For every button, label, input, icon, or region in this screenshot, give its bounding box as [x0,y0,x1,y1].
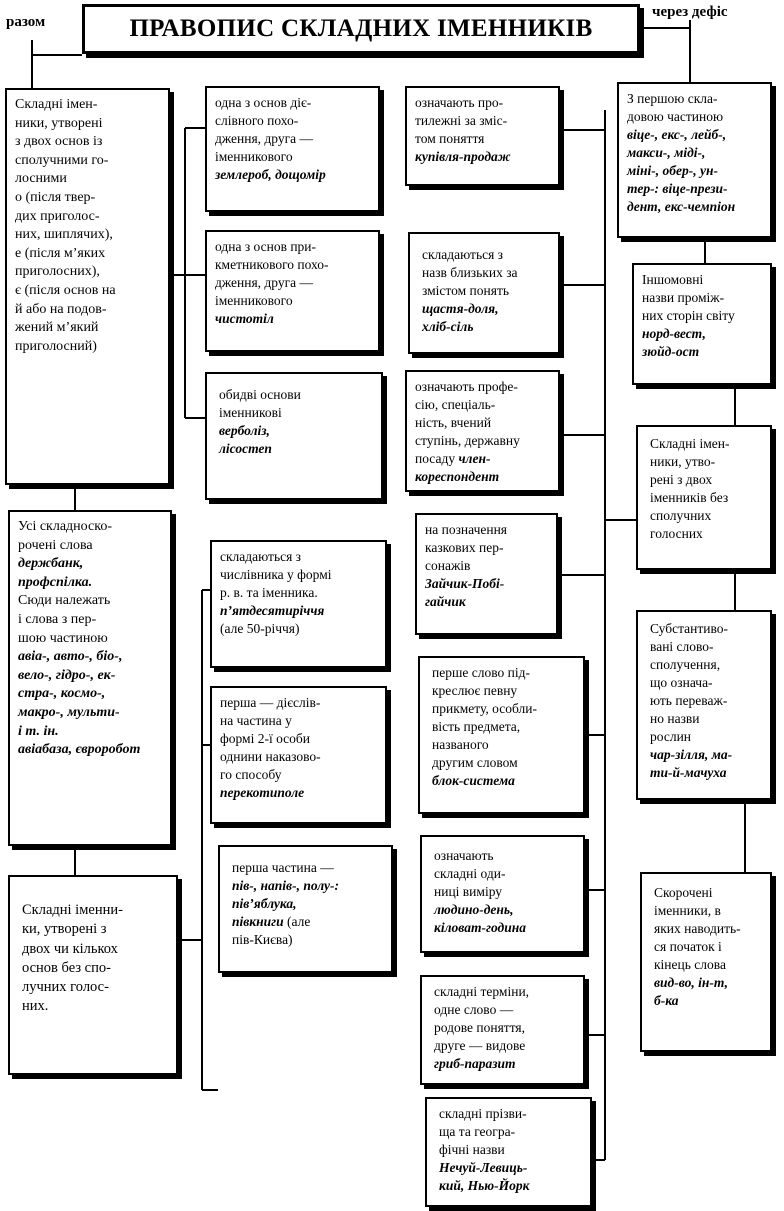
mid-right-box-1 [405,86,560,186]
right-box-2 [632,263,772,385]
box-text: складні терміни, одне слово — родове поняття, друге — видове [434,984,530,1053]
box-example: землероб, дощомір [215,166,326,182]
mid-left-box-2 [205,230,380,352]
box-text: складаються з числівника у формі р. в. та іменника. [220,549,332,600]
page-title: ПРАВОПИС СКЛАДНИХ ІМЕННИКІВ [82,4,640,54]
box-text: Складні іменни- ки, утворені з двох чи кількох основ без спо- лучних голос- них. [22,902,123,1015]
box-example: гриб-паразит [434,1055,516,1071]
box-example: блок-система [432,772,515,788]
box-example: людино-день, кіловат-година [434,901,526,935]
left-box-2 [8,510,172,846]
mid-left-box-1 [205,86,380,212]
mid-right-box-6 [420,835,585,953]
box-example: верболіз, лісостеп [219,422,272,456]
box-example: вид-во, ін-т, б-ка [654,974,729,1008]
box-text: складаються з назв близьких за змістом понять [422,247,518,298]
box-text: на позначення казкових пер- сонажів [425,522,508,573]
label-together: разом [6,14,46,30]
mid-right-box-5 [418,656,585,814]
mid-left-box-6 [218,845,393,973]
mid-left-box-4 [210,540,387,668]
mid-right-box-3 [405,370,560,492]
box-example: Зайчик-Побі- гайчик [425,575,505,609]
box-text: Складні імен- ники, утво- рені з двох іменників без сполучних голосних [650,436,730,541]
box-text: перша частина — [232,860,334,875]
box-example: пів-, напів-, полу-: пів’яблука, півкниги [232,877,339,929]
box-example: Нечуй-Левиць- кий, Нью-Йорк [439,1159,530,1193]
box-text: перша — дієслів- на частина у формі 2-ї особи однини наказово- го способу [220,695,321,782]
box-text: складні прізви- ща та геогра- фічні назви [439,1106,527,1157]
box-example: п’ятдесятиріччя [220,602,325,618]
right-box-5 [640,872,772,1052]
box-text: означають профе- сію, спеціаль- ність, вчений ступінь, державну посаду [415,379,520,466]
left-box-1 [5,88,170,485]
box-example: держбанк, профспілка. [18,556,93,590]
right-box-3 [636,425,772,570]
box-example: перекотиполе [220,784,305,800]
box-example: купівля-продаж [415,148,511,164]
box-text: означають про- тилежні за зміс- том поняття [415,95,508,146]
box-text-extra: Сюди належать і слова з пер- шою частиною [18,593,111,646]
box-text: перше слово під- креслює певну прикмету, особли- вість предмета, названого другим словом [432,665,537,770]
box-text: З першою скла- довою частиною [627,91,724,124]
box-example: віце-, екс-, лейб-, макси-, міді-, міні-, обер-, ун- тер-: віце-прези- дент, екс-чемпіон [627,126,736,214]
mid-right-box-7 [420,975,585,1085]
box-example: щастя-доля, хліб-сіль [422,300,499,334]
box-text: одна з основ діє- слівного похо- дження, друга — іменникового [215,95,314,164]
box-text: обидві основи іменникові [219,387,301,420]
mid-left-box-5 [210,686,387,824]
box-example: норд-вест, зюйд-ост [642,325,706,359]
left-box-3 [8,875,178,1075]
box-example-extra: авіа-, авто-, біо-, вело-, гідро-, ек- стра-, космо-, макро-, мульти- і т. ін. авіабаза, євроробот [18,649,141,758]
box-example: член- кореспондент [415,450,500,484]
label-hyphen: через дефіс [652,4,728,20]
box-text: Складні імен- ники, утворені з двох основ із сполучними го- лосними [15,97,109,187]
box-text-tail: (але пів-Києва) [232,913,311,947]
box-text: Іншомовні назви проміж- них сторін світу [642,272,735,323]
box-text: Субстантиво- вані слово- сполучення, що означа- ють переваж- но назви рослин [650,621,729,744]
mid-right-box-2 [408,232,560,354]
box-text: Скорочені іменники, в яких наводить- ся початок і кінець слова [654,885,741,972]
mid-right-box-8 [425,1097,592,1207]
right-box-1 [617,82,772,238]
box-text-extra: о (після твер- дих приголос- них, шиплячих), е (після м’яких приголосних), є (після основ на й або на подов- жений м’який приголосний) [15,190,116,354]
box-example: чистотіл [215,310,274,326]
right-box-4 [636,610,772,800]
box-text: Усі складноско- рочені слова [18,519,112,553]
mid-left-box-3 [205,372,383,500]
box-example: чар-зілля, ма- ти-й-мачуха [650,746,733,780]
box-text: одна з основ при- кметникового похо- дження, друга — іменникового [215,239,329,308]
box-text-tail: (але 50-річчя) [220,620,300,636]
mid-right-box-4 [415,513,558,635]
box-text: означають складні оди- ниці виміру [434,848,506,899]
